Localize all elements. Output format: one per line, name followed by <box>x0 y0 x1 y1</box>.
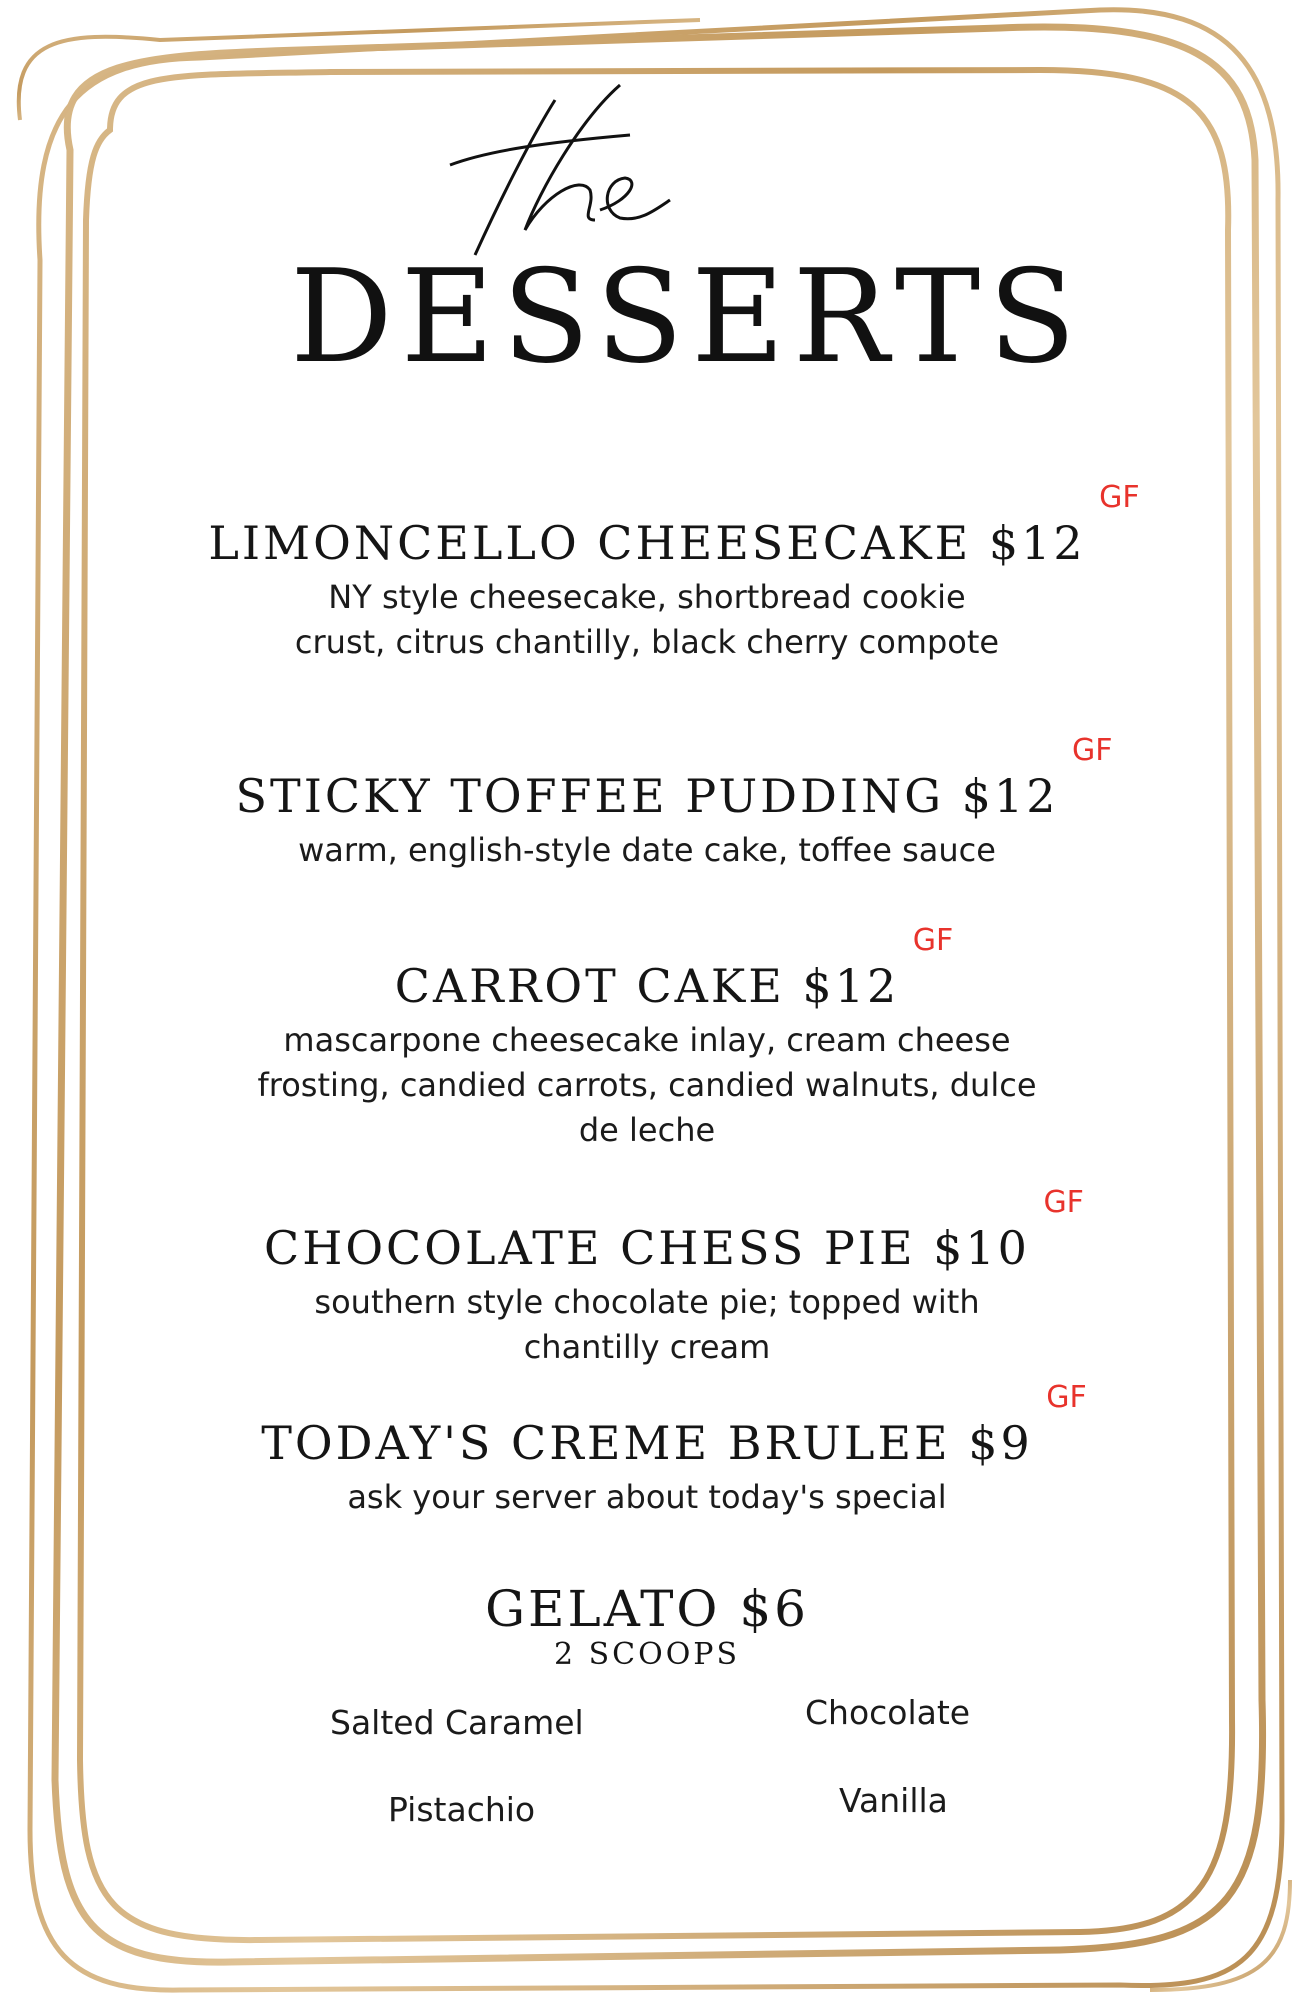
description-line: NY style cheesecake, shortbread cookie <box>328 578 966 616</box>
description-line: crust, citrus chantilly, black cherry compote <box>294 623 1000 661</box>
description-line: warm, english-style date cake, toffee sauce <box>298 831 996 869</box>
item-description <box>0 1475 1294 1520</box>
item-name <box>235 733 1113 824</box>
item-name-text: STICKY TOFFEE PUDDING $12 <box>235 769 1059 823</box>
item-name-text: CARROT CAKE $12 <box>394 959 900 1013</box>
flavor-item: Pistachio <box>388 1790 536 1829</box>
item-name-text: LIMONCELLO CHEESECAKE $12 <box>208 516 1086 570</box>
gf-badge: GF <box>912 923 954 958</box>
menu-item <box>0 1380 1294 1520</box>
the-script-logo <box>430 80 690 270</box>
gf-badge: GF <box>1043 1185 1084 1220</box>
menu-item <box>0 733 1294 873</box>
page-title: DESSERTS <box>290 243 1084 392</box>
flavor-item: Salted Caramel <box>330 1703 584 1742</box>
description-line: de leche <box>578 1111 716 1149</box>
gf-badge: GF <box>1046 1380 1087 1415</box>
gf-badge: GF <box>1099 480 1140 515</box>
description-line: frosting, candied carrots, candied walnuts, dulce <box>257 1066 1037 1104</box>
item-name <box>261 1380 1087 1471</box>
description-line: chantilly cream <box>523 1328 771 1366</box>
flavor-item: Chocolate <box>805 1693 971 1732</box>
gelato-subtitle: 2 SCOOPS <box>553 1637 741 1672</box>
item-name <box>264 1185 1084 1276</box>
item-name <box>208 480 1140 571</box>
item-description <box>0 1280 1294 1370</box>
gelato-section <box>0 1580 1294 1672</box>
item-name-text: TODAY'S CREME BRULEE $9 <box>261 1416 1033 1470</box>
flavor-item: Vanilla <box>839 1781 948 1820</box>
item-name <box>394 923 954 1014</box>
menu-item <box>0 1185 1294 1370</box>
item-name-text: CHOCOLATE CHESS PIE $10 <box>264 1221 1030 1275</box>
gelato-name: GELATO $6 <box>485 1580 809 1638</box>
item-description <box>0 1018 1294 1153</box>
menu-item <box>0 480 1294 665</box>
description-line: southern style chocolate pie; topped with <box>314 1283 980 1321</box>
description-line: ask your server about today's special <box>347 1478 947 1516</box>
item-description <box>0 575 1294 665</box>
item-description <box>0 828 1294 873</box>
menu-item <box>0 923 1294 1153</box>
description-line: mascarpone cheesecake inlay, cream cheese <box>283 1021 1011 1059</box>
gf-badge: GF <box>1071 733 1113 768</box>
